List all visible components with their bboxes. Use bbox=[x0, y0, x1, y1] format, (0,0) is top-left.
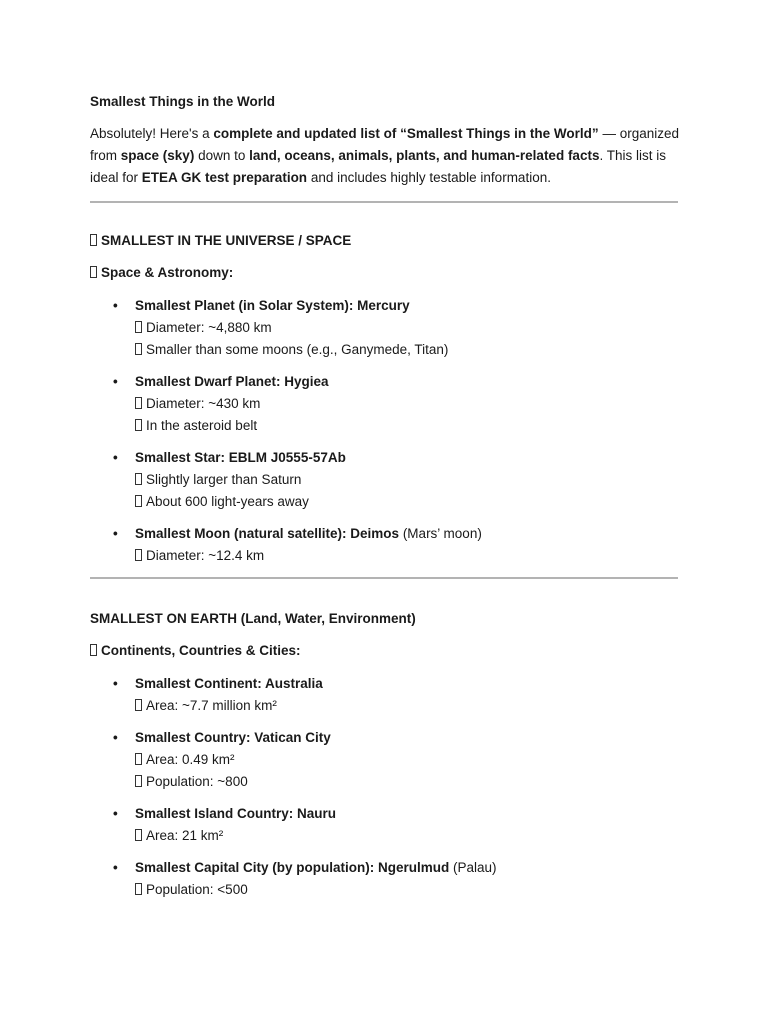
missing-glyph-icon bbox=[135, 495, 142, 507]
item-detail-text: Slightly larger than Saturn bbox=[146, 472, 302, 487]
missing-glyph-icon bbox=[135, 397, 142, 409]
item-label: Smallest Dwarf Planet: Hygiea bbox=[135, 374, 329, 389]
item-heading bbox=[135, 803, 678, 825]
missing-glyph-icon bbox=[90, 234, 97, 246]
item-heading bbox=[135, 523, 678, 545]
item-heading bbox=[135, 371, 678, 393]
item-detail bbox=[135, 545, 678, 567]
section-title-text: SMALLEST ON EARTH (Land, Water, Environment) bbox=[90, 611, 416, 626]
missing-glyph-icon bbox=[135, 883, 142, 895]
missing-glyph-icon bbox=[135, 473, 142, 485]
item-detail bbox=[135, 695, 678, 717]
bullet: • bbox=[113, 730, 118, 745]
divider bbox=[90, 201, 678, 203]
item-detail-text: Area: 21 km² bbox=[146, 828, 224, 843]
intro-bold-2: space (sky) bbox=[120, 148, 195, 163]
item-detail bbox=[135, 339, 678, 361]
missing-glyph-icon bbox=[135, 775, 142, 787]
subsection-title bbox=[90, 263, 678, 283]
bullet: • bbox=[113, 806, 118, 821]
intro-paragraph bbox=[90, 123, 680, 189]
missing-glyph-icon bbox=[135, 829, 142, 841]
intro-text-1: Absolutely! Here's a bbox=[90, 126, 214, 141]
intro-bold-1: complete and updated list of “Smallest Things in the World” bbox=[213, 126, 599, 141]
item-detail-text: About 600 light-years away bbox=[146, 494, 309, 509]
list-item bbox=[90, 371, 678, 437]
item-heading bbox=[135, 727, 678, 749]
item-detail-text: Area: ~7.7 million km² bbox=[146, 698, 277, 713]
item-list bbox=[90, 673, 678, 901]
item-detail bbox=[135, 317, 678, 339]
item-label: Smallest Planet (in Solar System): Mercury bbox=[135, 298, 410, 313]
list-item bbox=[90, 857, 678, 901]
missing-glyph-icon bbox=[135, 753, 142, 765]
item-heading bbox=[135, 295, 678, 317]
item-detail bbox=[135, 749, 678, 771]
item-detail bbox=[135, 879, 678, 901]
bullet: • bbox=[113, 526, 118, 541]
missing-glyph-icon bbox=[90, 266, 97, 278]
item-detail-text: Diameter: ~430 km bbox=[146, 396, 261, 411]
intro-text-4: . This list is ideal for bbox=[90, 148, 666, 185]
missing-glyph-icon bbox=[135, 549, 142, 561]
item-detail bbox=[135, 825, 678, 847]
intro-text-2: — organized from bbox=[90, 126, 679, 163]
divider bbox=[90, 577, 678, 579]
item-detail-text: Diameter: ~12.4 km bbox=[146, 548, 265, 563]
item-label: Smallest Continent: Australia bbox=[135, 676, 323, 691]
item-detail-text: Diameter: ~4,880 km bbox=[146, 320, 272, 335]
item-detail bbox=[135, 771, 678, 793]
section-title-text: SMALLEST IN THE UNIVERSE / SPACE bbox=[101, 233, 352, 248]
bullet: • bbox=[113, 676, 118, 691]
sections-container bbox=[90, 231, 678, 901]
item-detail-text: Population: <500 bbox=[146, 882, 248, 897]
missing-glyph-icon bbox=[135, 419, 142, 431]
missing-glyph-icon bbox=[135, 343, 142, 355]
intro-text-3: down to bbox=[194, 148, 250, 163]
item-label: Smallest Island Country: Nauru bbox=[135, 806, 337, 821]
list-item bbox=[90, 523, 678, 567]
item-label: Smallest Country: Vatican City bbox=[135, 730, 331, 745]
item-detail bbox=[135, 491, 678, 513]
item-detail-text: In the asteroid belt bbox=[146, 418, 258, 433]
list-item bbox=[90, 727, 678, 793]
bullet: • bbox=[113, 374, 118, 389]
item-heading bbox=[135, 857, 678, 879]
item-label: Smallest Star: EBLM J0555-57Ab bbox=[135, 450, 346, 465]
item-detail bbox=[135, 415, 678, 437]
bullet: • bbox=[113, 450, 118, 465]
section-title bbox=[90, 609, 678, 629]
list-item bbox=[90, 803, 678, 847]
item-list bbox=[90, 295, 678, 567]
bullet: • bbox=[113, 298, 118, 313]
item-detail-text: Population: ~800 bbox=[146, 774, 248, 789]
intro-bold-4: ETEA GK test preparation bbox=[141, 170, 308, 185]
list-item bbox=[90, 447, 678, 513]
subsection-title-text: Continents, Countries & Cities: bbox=[101, 643, 301, 658]
item-heading bbox=[135, 673, 678, 695]
intro-text-5: and includes highly testable information. bbox=[307, 170, 551, 185]
item-detail bbox=[135, 393, 678, 415]
document-title: Smallest Things in the World bbox=[90, 94, 276, 109]
subsection-title bbox=[90, 641, 678, 661]
missing-glyph-icon bbox=[90, 644, 97, 656]
subsection-title-text: Space & Astronomy: bbox=[101, 265, 234, 280]
intro-bold-3: land, oceans, animals, plants, and human-related facts bbox=[249, 148, 600, 163]
item-note: (Palau) bbox=[449, 860, 497, 875]
item-note: (Mars’ moon) bbox=[399, 526, 482, 541]
missing-glyph-icon bbox=[135, 699, 142, 711]
item-heading bbox=[135, 447, 678, 469]
item-detail bbox=[135, 469, 678, 491]
item-label: Smallest Moon (natural satellite): Deimos bbox=[135, 526, 400, 541]
list-item bbox=[90, 673, 678, 717]
list-item bbox=[90, 295, 678, 361]
item-label: Smallest Capital City (by population): Ngerulmud bbox=[135, 860, 450, 875]
item-detail-text: Smaller than some moons (e.g., Ganymede, Titan) bbox=[146, 342, 449, 357]
missing-glyph-icon bbox=[135, 321, 142, 333]
section-title bbox=[90, 231, 678, 251]
bullet: • bbox=[113, 860, 118, 875]
item-detail-text: Area: 0.49 km² bbox=[146, 752, 235, 767]
